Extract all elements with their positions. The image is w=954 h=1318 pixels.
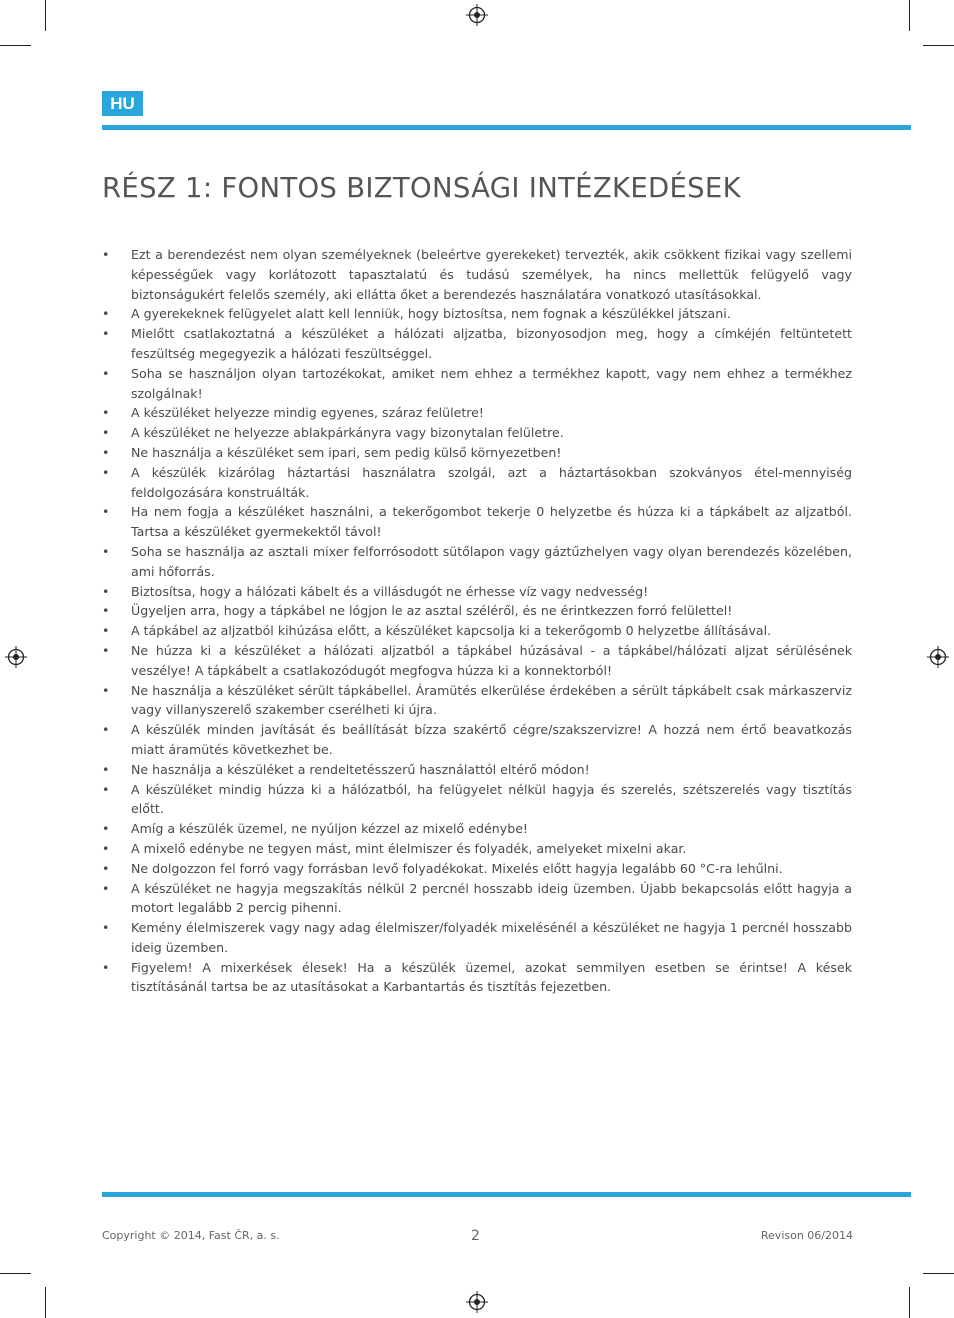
list-item: • Amíg a készülék üzemel, ne nyúljon kézzel az mixelő edénybe! xyxy=(102,819,852,839)
crop-mark xyxy=(909,0,910,31)
list-item: • Ne húzza ki a készüléket a hálózati aljzatból a tápkábel húzásával - a tápkábel/hálózati aljzat sérülésének veszélye! A tápkábelt a csatlakozódugót megfogva húzza ki a konnektorból! xyxy=(102,641,852,681)
registration-mark-icon xyxy=(466,1291,488,1313)
list-item: • Ezt a berendezést nem olyan személyeknek (beleértve gyerekeket) tervezték, akik csökkent fizikai vagy szellemi képességűek vagy korlátozott tapasztalatú és tudású személyek, ha nincs mellettük felügyelő vagy biztonságukért felelős személy, aki ellátta őket a berendezés használatára vonatkozó utasításokkal. xyxy=(102,245,852,304)
header-rule xyxy=(102,125,911,130)
list-item: • A készüléket mindig húzza ki a hálózatból, ha felügyelet nélkül hagyja és szerelés, szétszerelés vagy tisztítás előtt. xyxy=(102,780,852,820)
list-item: • A készüléket ne hagyja megszakítás nélkül 2 percnél hosszabb ideig üzemben. Újabb bekapcsolás előtt hagyja a motort legalább 2 percig pihenni. xyxy=(102,879,852,919)
safety-instructions-list xyxy=(102,245,852,997)
list-item: • Biztosítsa, hogy a hálózati kábelt és a villásdugót ne érhesse víz vagy nedvesség! xyxy=(102,582,852,602)
list-item: • A készüléket helyezze mindig egyenes, száraz felületre! xyxy=(102,403,852,423)
list-item: • Soha se használja az asztali mixer felforrósodott sütőlapon vagy gáztűzhelyen vagy olyan berendezés közelében, ami hőforrás. xyxy=(102,542,852,582)
crop-mark xyxy=(923,1273,954,1274)
crop-mark xyxy=(45,1287,46,1318)
crop-mark xyxy=(0,45,31,46)
list-item: • Mielőtt csatlakoztatná a készüléket a hálózati aljzatba, bizonyosodjon meg, hogy a címkéjén feltüntetett feszültség megegyezik a hálózati feszültséggel. xyxy=(102,324,852,364)
page-number: 2 xyxy=(471,1228,480,1244)
list-item: • Ne használja a készüléket a rendeltetésszerű használattól eltérő módon! xyxy=(102,760,852,780)
crop-mark xyxy=(45,0,46,31)
list-item: • Ne használja a készüléket sem ipari, sem pedig külső környezetben! xyxy=(102,443,852,463)
list-item: • Ha nem fogja a készüléket használni, a tekerőgombot tekerje 0 helyzetbe és húzza ki a tápkábelt az aljzatból. Tartsa a készüléket gyermekektől távol! xyxy=(102,502,852,542)
footer-rule xyxy=(102,1192,911,1197)
page-title: RÉSZ 1: FONTOS BIZTONSÁGI INTÉZKEDÉSEK xyxy=(102,172,741,204)
registration-mark-icon xyxy=(466,4,488,26)
copyright-text: Copyright © 2014, Fast ČR, a. s. xyxy=(102,1229,280,1242)
list-item: • Soha se használjon olyan tartozékokat, amiket nem ehhez a termékhez kapott, vagy nem ehhez a termékhez szolgálnak! xyxy=(102,364,852,404)
list-item: • A gyerekeknek felügyelet alatt kell lenniük, hogy biztosítsa, nem fognak a készülékkel játszani. xyxy=(102,304,852,324)
language-badge: HU xyxy=(102,91,143,116)
list-item: • A mixelő edénybe ne tegyen mást, mint élelmiszer és folyadék, amelyeket mixelni akar. xyxy=(102,839,852,859)
revision-text: Revison 06/2014 xyxy=(760,1229,853,1242)
list-item: • Ne dolgozzon fel forró vagy forrásban levő folyadékokat. Mixelés előtt hagyja legalább 60 °C-ra lehűlni. xyxy=(102,859,852,879)
list-item: • Kemény élelmiszerek vagy nagy adag élelmiszer/folyadék mixelésénél a készüléket ne hagyja 1 percnél hosszabb ideig üzemben. xyxy=(102,918,852,958)
list-item: • Ügyeljen arra, hogy a tápkábel ne lógjon le az asztal széléről, és ne érintkezzen forró felülettel! xyxy=(102,601,852,621)
list-item: • A tápkábel az aljzatból kihúzása előtt, a készüléket kapcsolja ki a tekerőgomb 0 helyzetbe állításával. xyxy=(102,621,852,641)
crop-mark xyxy=(0,1273,31,1274)
crop-mark xyxy=(923,45,954,46)
list-item: • Ne használja a készüléket sérült tápkábellel. Áramütés elkerülése érdekében a sérült tápkábelt csak márkaszerviz vagy villanyszerelő szakember cserélheti ki újra. xyxy=(102,681,852,721)
crop-mark xyxy=(909,1287,910,1318)
list-item: • A készülék minden javítását és beállítását bízza szakértő cégre/szakszervizre! A hozzá nem értő beavatkozás miatt áramütés következhet be. xyxy=(102,720,852,760)
registration-mark-icon xyxy=(5,646,27,668)
registration-mark-icon xyxy=(927,646,949,668)
list-item: • A készüléket ne helyezze ablakpárkányra vagy bizonytalan felületre. xyxy=(102,423,852,443)
list-item: • Figyelem! A mixerkések élesek! Ha a készülék üzemel, azokat semmilyen esetben se érintse! A kések tisztításánál tartsa be az utasításokat a Karbantartás és tisztítás fejezetben. xyxy=(102,958,852,998)
list-item: • A készülék kizárólag háztartási használatra szolgál, azt a háztartásokban szokványos étel-mennyiség feldolgozására konstruálták. xyxy=(102,463,852,503)
